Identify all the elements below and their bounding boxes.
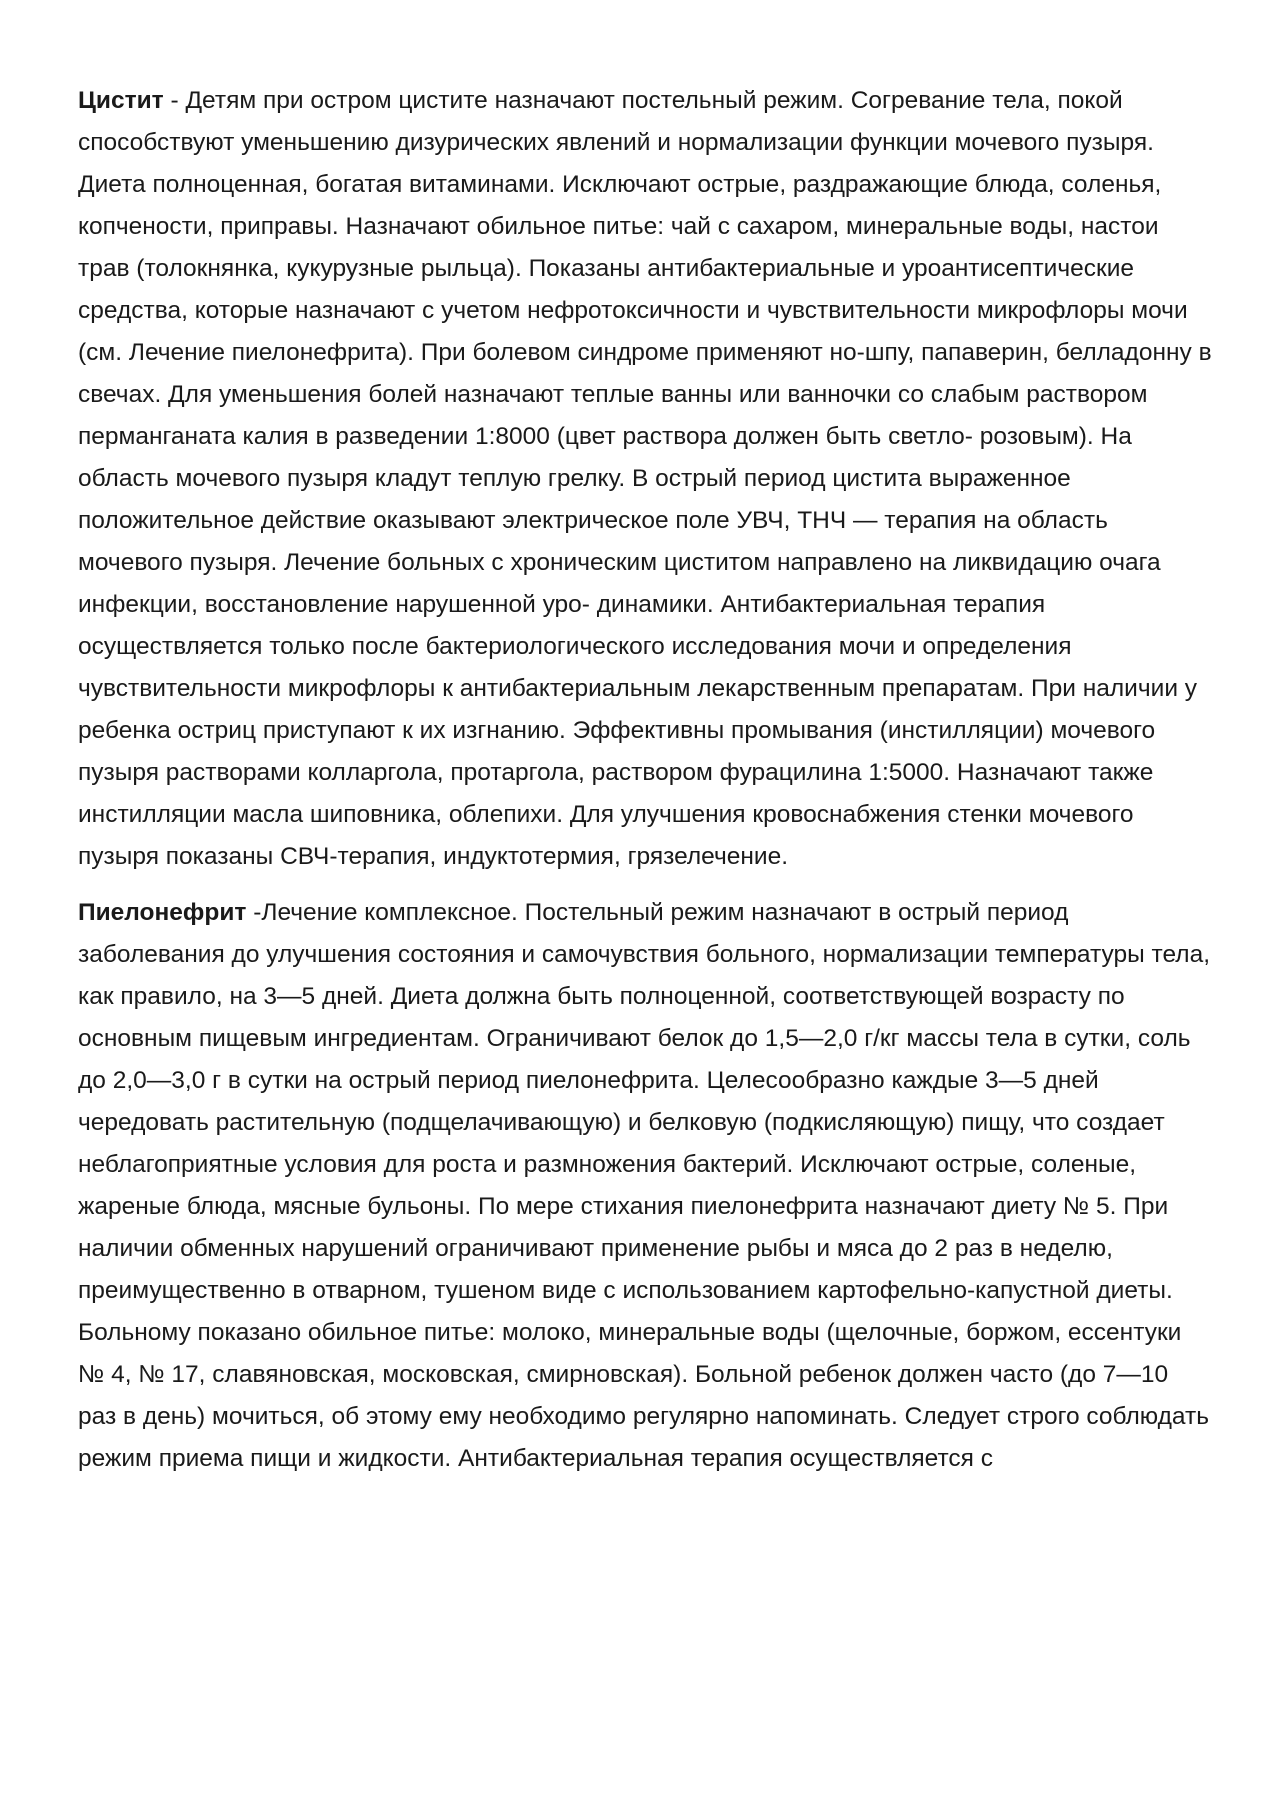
term-separator: - (163, 87, 186, 114)
paragraph-text-cystitis: Детям при остром цистите назначают постельный режим. Согревание тела, покой способствуют уменьшению дизурических явлений и нормализации функции мочевого пузыря. Диета полноценная, богатая витаминами. Исключают острые, раздражающие блюда, соленья, копчености, приправы. Назначают обильное питье: чай с сахаром, минеральные воды, настои трав (толокнянка, кукурузные рыльца). Показаны антибактериальные и уроантисептические средства, которые назначают с учетом нефротоксичности и чувствительности микрофлоры мочи (см. Лечение пиелонефрита). При болевом синдроме применяют но-шпу, папаверин, белладонну в свечах. Для уменьшения болей назначают теплые ванны или ванночки со слабым раствором перманганата калия в разведении 1:8000 (цвет раствора должен быть светло- розовым). На область мочевого пузыря кладут теплую грелку. В острый период цистита выраженное положительное действие оказывают электрическое поле УВЧ, ТНЧ — терапия на область мочевого пузыря. Лечение больных с хроническим циститом направлено на ликвидацию очага инфекции, восстановление нарушенной уро- динамики. Антибактериальная терапия осуществляется только после бактериологического исследования мочи и определения чувствительности микрофлоры к антибактериальным лекарственным препаратам. При наличии у ребенка остриц приступают к их изгнанию. Эффективны промывания (инстилляции) мочевого пузыря растворами колларгола, протаргола, раствором фурацилина 1:5000. Назначают также инстилляции масла шиповника, облепихи. Для улучшения кровоснабжения стенки мочевого пузыря показаны СВЧ-терапия, индуктотермия, грязелечение. (78, 87, 1212, 870)
document-page (78, 80, 1213, 1494)
term-separator: - (246, 899, 262, 926)
term-cystitis: Цистит (78, 87, 164, 114)
paragraph-cystitis (78, 80, 1213, 878)
paragraph-pyelonephritis (78, 892, 1213, 1480)
paragraph-text-pyelonephritis: Лечение комплексное. Постельный режим назначают в острый период заболевания до улучшения состояния и самочувствия больного, нормализации температуры тела, как правило, на 3—5 дней. Диета должна быть полноценной, соответствующей возрасту по основным пищевым ингредиентам. Ограничивают белок до 1,5—2,0 г/кг массы тела в сутки, соль до 2,0—3,0 г в сутки на острый период пиелонефрита. Целесообразно каждые 3—5 дней чередовать растительную (подщелачивающую) и белковую (подкисляющую) пищу, что создает неблагоприятные условия для роста и размножения бактерий. Исключают острые, соленые, жареные блюда, мясные бульоны. По мере стихания пиелонефрита назначают диету № 5. При наличии обменных нарушений ограничивают применение рыбы и мяса до 2 раз в неделю, преимущественно в отварном, тушеном виде с использованием картофельно-капустной диеты. Больному показано обильное питье: молоко, минеральные воды (щелочные, боржом, ессентуки № 4, № 17, славяновская, московская, смирновская). Больной ребенок должен часто (до 7—10 раз в день) мочиться, об этому ему необходимо регулярно напоминать. Следует строго соблюдать режим приема пищи и жидкости. Антибактериальная терапия осуществляется с (78, 899, 1211, 1472)
term-pyelonephritis: Пиелонефрит (78, 899, 247, 926)
